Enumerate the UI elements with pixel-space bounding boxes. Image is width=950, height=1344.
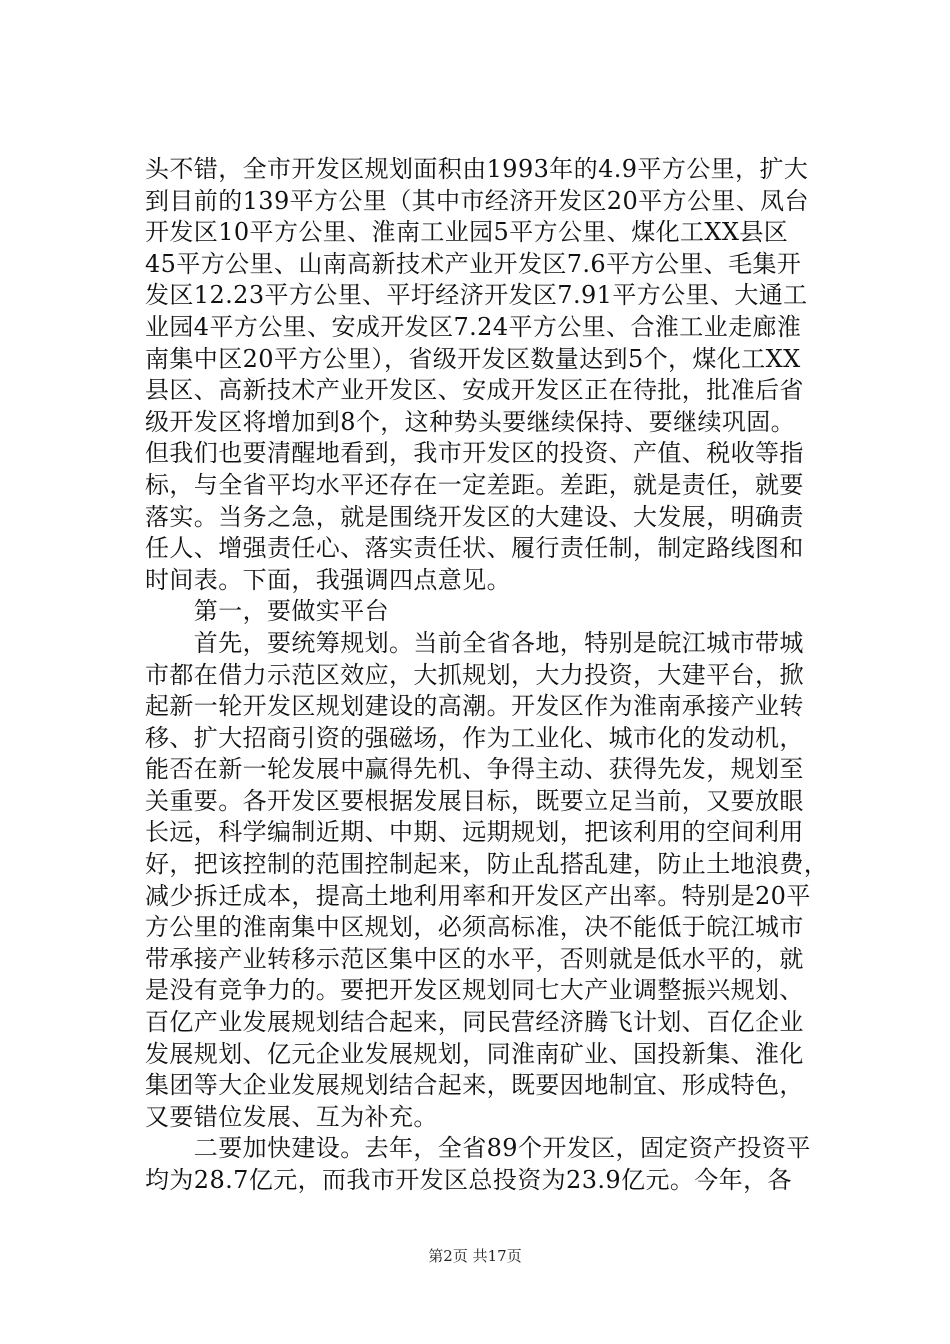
text-line: 但我们也要清醒地看到，我市开发区的投资、产值、税收等指	[145, 439, 804, 468]
text-line: 级开发区将增加到8个，这种势头要继续保持、要继续巩固。	[145, 407, 796, 436]
text-line: 方公里的淮南集中区规划，必须高标准，决不能低于皖江城市	[145, 913, 804, 942]
text-line: 任人、增强责任心、落实责任状、履行责任制，制定路线图和	[145, 534, 804, 563]
text-line: 发展规划、亿元企业发展规划，同淮南矿业、国投新集、淮化	[145, 1039, 804, 1068]
text-line: 45平方公里、山南高新技术产业开发区7.6平方公里、毛集开	[145, 249, 802, 278]
text-line: 发区12.23平方公里、平圩经济开发区7.91平方公里、大通工	[145, 281, 808, 310]
text-line: 是没有竞争力的。要把开发区规划同七大产业调整振兴规划、	[145, 976, 804, 1005]
text-line: 头不错，全市开发区规划面积由1993年的4.9平方公里，扩大	[145, 155, 809, 183]
text-line: 好，把该控制的范围控制起来，防止乱搭乱建，防止土地浪费，	[145, 850, 829, 879]
text-line: 移、扩大招商引资的强磁场，作为工业化、城市化的发动机，	[145, 723, 804, 752]
text-line: 首先，要统筹规划。当前全省各地，特别是皖江城市带城	[145, 628, 804, 657]
body-text	[145, 154, 835, 1197]
text-line: 集团等大企业发展规划结合起来，既要因地制宜、形成特色，	[145, 1071, 804, 1100]
text-line: 业园4平方公里、安成开发区7.24平方公里、合淮工业走廊淮	[145, 312, 802, 341]
text-line: 二要加快建设。去年，全省89个开发区，固定资产投资平	[145, 1134, 811, 1163]
page-number: 第2页 共17页	[428, 1247, 522, 1265]
text-line: 均为28.7亿元，而我市开发区总投资为23.9亿元。今年，各	[145, 1166, 792, 1194]
text-line: 起新一轮开发区规划建设的高潮。开发区作为淮南承接产业转	[145, 692, 804, 721]
text-line: 标，与全省平均水平还存在一定差距。差距，就是责任，就要	[145, 470, 804, 499]
text-line: 南集中区20平方公里），省级开发区数量达到5个，煤化工XX	[145, 344, 801, 373]
text-line: 又要错位发展、互为补充。	[145, 1102, 438, 1131]
text-line: 落实。当务之急，就是围绕开发区的大建设、大发展，明确责	[145, 502, 804, 531]
text-line: 关重要。各开发区要根据发展目标，既要立足当前，又要放眼	[145, 786, 804, 815]
text-line: 百亿产业发展规划结合起来，同民营经济腾飞计划、百亿企业	[145, 1008, 804, 1037]
text-line: 开发区10平方公里、淮南工业园5平方公里、煤化工XX县区	[145, 218, 789, 247]
text-line: 能否在新一轮发展中赢得先机、争得主动、获得先发，规划至	[145, 755, 804, 784]
text-line: 到目前的139平方公里（其中市经济开发区20平方公里、凤台	[145, 186, 809, 215]
text-line: 带承接产业转移示范区集中区的水平，否则就是低水平的，就	[145, 944, 804, 973]
section-heading: 第一，要做实平台	[145, 597, 389, 626]
text-line: 减少拆迁成本，提高土地利用率和开发区产出率。特别是20平	[145, 881, 811, 910]
text-line: 时间表。下面，我强调四点意见。	[145, 565, 511, 594]
text-line: 市都在借力示范区效应，大抓规划，大力投资，大建平台，掀	[145, 660, 804, 689]
text-line: 长远，科学编制近期、中期、远期规划，把该利用的空间利用	[145, 818, 804, 847]
text-line: 县区、高新技术产业开发区、安成开发区正在待批，批准后省	[145, 376, 804, 405]
